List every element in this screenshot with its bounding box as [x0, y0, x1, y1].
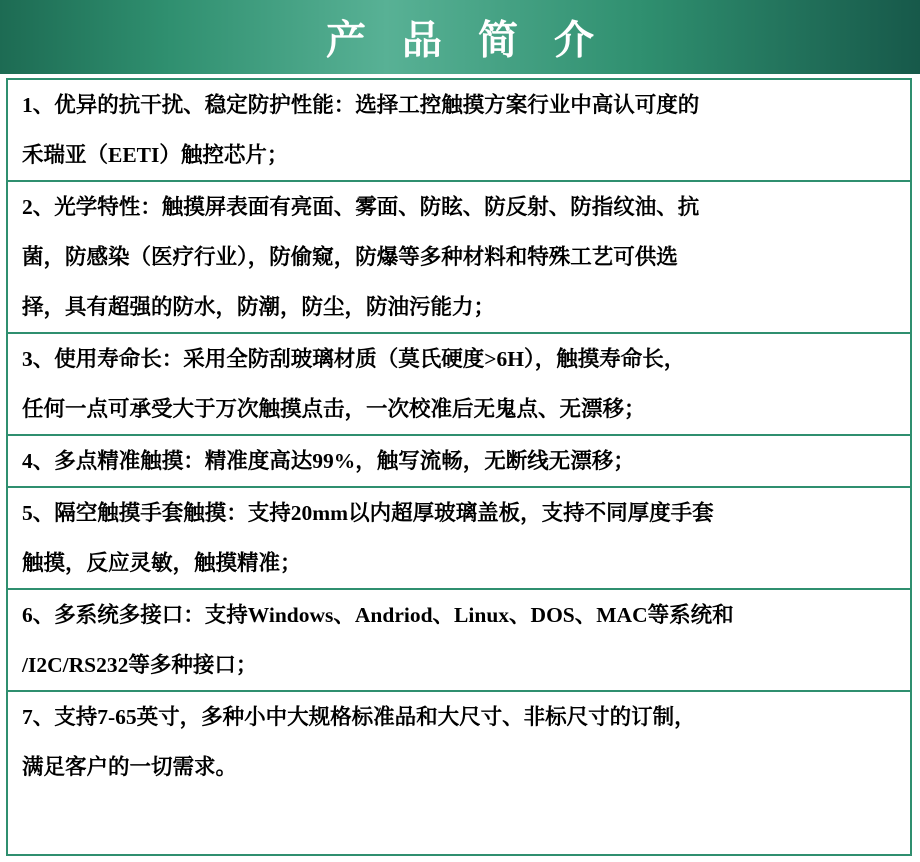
item-line: 4、多点精准触摸：精准度高达99%，触写流畅，无断线无漂移；: [22, 449, 635, 473]
item-line: 择，具有超强的防水，防潮，防尘，防油污能力；: [22, 295, 496, 319]
content-box: [6, 78, 912, 856]
item-line: 2、光学特性：触摸屏表面有亮面、雾面、防眩、防反射、防指纹油、抗: [22, 195, 700, 219]
list-item: [8, 80, 910, 182]
list-item: [8, 590, 910, 692]
item-line: 任何一点可承受大于万次触摸点击，一次校准后无鬼点、无漂移；: [22, 397, 646, 421]
list-item: [8, 488, 910, 590]
item-line: 5、隔空触摸手套触摸：支持20mm以内超厚玻璃盖板，支持不同厚度手套: [22, 501, 714, 525]
item-line: 触摸，反应灵敏，触摸精准；: [22, 551, 302, 575]
header-banner: [0, 0, 920, 74]
item-line: 7、支持7-65英寸，多种小中大规格标准品和大尺寸、非标尺寸的订制，: [22, 705, 696, 729]
item-line: 1、优异的抗干扰、稳定防护性能：选择工控触摸方案行业中高认可度的: [22, 93, 700, 117]
list-item: [8, 182, 910, 334]
item-line: 禾瑞亚（EETI）触控芯片；: [22, 143, 289, 167]
list-item: [8, 334, 910, 436]
item-line: 满足客户的一切需求。: [22, 755, 238, 779]
item-line: /I2C/RS232等多种接口；: [22, 653, 258, 677]
list-item: [8, 692, 910, 792]
item-line: 3、使用寿命长：采用全防刮玻璃材质（莫氏硬度>6H），触摸寿命长，: [22, 347, 686, 371]
item-line: 菌，防感染（医疗行业），防偷窥，防爆等多种材料和特殊工艺可供选: [22, 245, 678, 269]
page-title: 产 品 简 介: [326, 17, 607, 63]
item-line: 6、多系统多接口：支持Windows、Andriod、Linux、DOS、MAC等系统和: [22, 603, 734, 627]
list-item: [8, 436, 910, 488]
